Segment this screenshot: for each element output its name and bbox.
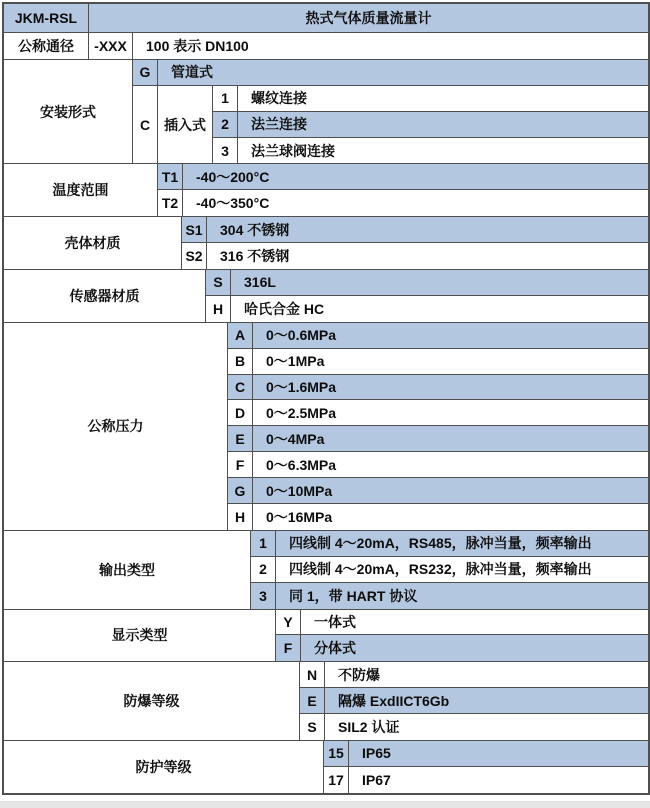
insert-type-label: 插入式 [158,86,213,164]
code-cell: C [133,86,158,164]
desc-cell: 螺纹连接 [251,90,307,107]
desc-cell: 同 1，带 HART 协议 [289,587,418,604]
code-cell: 1 [213,86,238,111]
code-cell: E [228,426,253,451]
section-display-type [4,610,648,663]
code-cell: G [228,478,253,503]
option-row [158,164,648,190]
option-row [206,270,648,296]
option-row [228,426,648,452]
code-cell: G [133,60,158,85]
section-label: 壳体材质 [4,217,182,269]
desc-cell: 哈氏合金 HC [244,300,325,317]
section-label: 输出类型 [4,531,251,609]
section-temperature-range [4,164,648,217]
table-title: 热式气体质量流量计 [305,10,432,26]
section-label: 公称通径 [4,33,89,59]
code-cell: E [300,688,325,713]
desc-cell: 316L [244,274,276,291]
desc-cell: 0～2.5MPa [266,404,337,421]
section-label: 安装形式 [4,60,133,164]
code-cell: 2 [251,557,276,582]
desc-cell: 管道式 [171,64,213,81]
code-cell: S1 [182,217,207,242]
desc-cell: 100 表示 DN100 [146,37,249,54]
desc-cell: 0～0.6MPa [266,327,337,344]
option-row [251,557,648,583]
section-output-type [4,531,648,610]
section-label: 防爆等级 [4,662,300,740]
desc-cell: 316 不锈钢 [220,248,290,265]
option-row [300,688,648,714]
option-row [182,217,648,243]
option-row [276,610,648,636]
code-cell: A [228,323,253,348]
option-row [228,349,648,375]
section-explosion-proof-grade [4,662,648,741]
desc-cell: 0～1MPa [266,353,325,370]
code-cell: 17 [324,767,349,793]
option-row [251,531,648,557]
code-cell: 15 [324,741,349,766]
section-label: 传感器材质 [4,270,206,322]
option-row [228,400,648,426]
desc-cell: 不防爆 [338,666,380,683]
code-cell: 1 [251,531,276,556]
code-cell: B [228,349,253,374]
desc-cell: 隔爆 ExdIICT6Gb [338,692,450,709]
code-cell: 3 [251,583,276,609]
section-housing-material [4,217,648,270]
code-cell: S2 [182,243,207,269]
code-cell: S [300,714,325,740]
page-bottom-strip [0,801,650,808]
desc-cell: 四线制 4～20mA，RS232，脉冲当量，频率输出 [289,561,592,578]
desc-cell: 法兰球阀连接 [251,142,335,159]
option-row [158,190,648,216]
code-cell: H [206,296,231,322]
option-row [213,112,648,138]
code-cell: Y [276,610,301,635]
code-cell: H [228,504,253,530]
desc-cell: 0～10MPa [266,482,333,499]
model-selection-table [2,2,650,795]
option-row [300,714,648,740]
table-header-row [4,4,648,33]
code-cell: -XXX [89,33,133,59]
option-row [228,452,648,478]
model-code: JKM-RSL [4,4,89,32]
option-row [213,86,648,112]
desc-cell: 0～6.3MPa [266,456,337,473]
option-row [228,375,648,401]
option-row [251,583,648,609]
desc-cell: IP67 [362,771,391,788]
desc-cell: 一体式 [314,614,356,631]
desc-cell: SIL2 认证 [338,719,400,736]
option-row [300,662,648,688]
desc-cell: 0～1.6MPa [266,379,337,396]
code-cell: 2 [213,112,238,137]
option-row [228,504,648,530]
desc-cell: 304 不锈钢 [220,221,290,238]
code-cell: C [228,375,253,400]
insert-type-block [133,86,648,164]
option-row [228,323,648,349]
option-row [324,767,648,793]
section-label: 温度范围 [4,164,158,216]
option-row [182,243,648,269]
section-nominal-diameter [4,33,648,60]
section-install-type [4,60,648,165]
section-label: 防护等级 [4,741,324,793]
option-row [133,60,648,86]
desc-cell: 分体式 [314,640,356,657]
code-cell: F [276,635,301,661]
option-row [89,33,648,59]
code-cell: N [300,662,325,687]
option-row [206,296,648,322]
section-nominal-pressure [4,323,648,531]
section-label: 公称压力 [4,323,228,530]
desc-cell: 0～16MPa [266,508,333,525]
code-cell: T2 [158,190,183,216]
code-cell: F [228,452,253,477]
desc-cell: 法兰连接 [251,116,307,133]
code-cell: 3 [213,138,238,164]
section-protection-grade [4,741,648,793]
code-cell: T1 [158,164,183,189]
desc-cell: -40～200°C [196,168,270,185]
desc-cell: 0～4MPa [266,430,325,447]
section-sensor-material [4,270,648,323]
section-label: 显示类型 [4,610,276,662]
code-cell: S [206,270,231,295]
desc-cell: -40～350°C [196,195,270,212]
code-cell: D [228,400,253,425]
option-row [324,741,648,767]
option-row [276,635,648,661]
desc-cell: IP65 [362,745,391,762]
option-row [228,478,648,504]
desc-cell: 四线制 4～20mA，RS485，脉冲当量，频率输出 [289,535,592,552]
option-row [213,138,648,164]
